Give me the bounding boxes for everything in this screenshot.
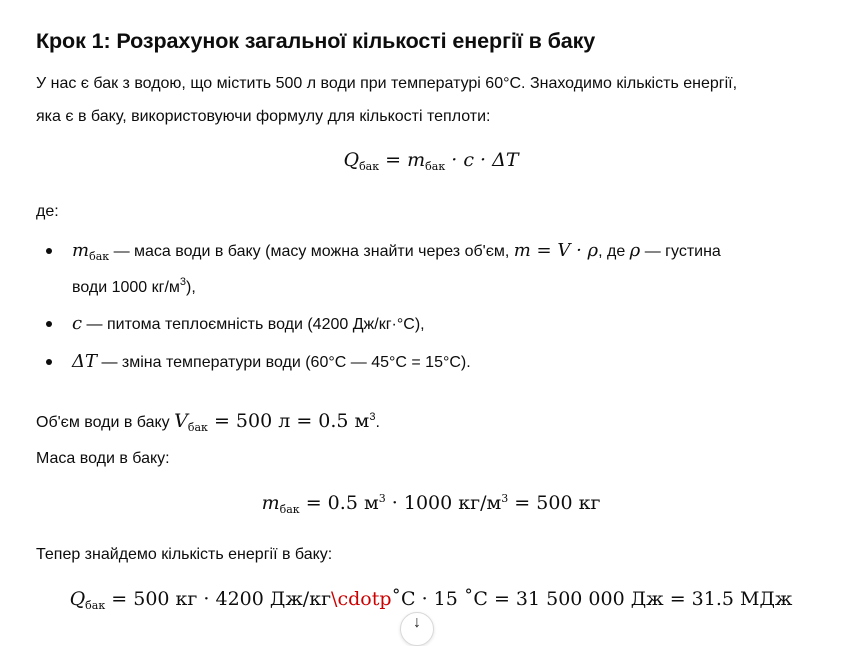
formula-m-subscript: бак [425, 160, 446, 173]
c-desc: — питома теплоємність води (4200 Дж/кг·°C), [82, 316, 425, 333]
volume-exponent: 3 [369, 411, 376, 423]
mass-formula-b: · 1000 кг/м [385, 492, 502, 514]
formula-q-symbol: Q [343, 149, 360, 171]
volume-end: . [375, 414, 380, 431]
formula-m-symbol: m [407, 149, 426, 171]
c-symbol: c [72, 313, 83, 334]
intro-line-2: яка є в баку, використовуючи формулу для кількості теплоти: [36, 108, 491, 125]
mass-formula-subscript: бак [279, 503, 300, 516]
mass-label: Маса води в баку: [36, 450, 170, 467]
volume-subscript: бак [187, 421, 208, 434]
where-label: де: [36, 203, 59, 220]
step-heading: Крок 1: Розрахунок загальної кількості енергії в баку [36, 29, 596, 53]
formula-equals: = [379, 149, 408, 171]
mass-formula-block [36, 492, 826, 516]
list-item-line-2 [72, 266, 196, 304]
density-exponent: 3 [179, 276, 187, 288]
mass-desc-b: , де [598, 243, 630, 260]
mass-formula-symbol: m [261, 492, 280, 514]
volume-line [36, 401, 380, 444]
density-end: ), [186, 279, 196, 296]
energy-formula-block [36, 588, 826, 612]
arrow-down-icon: ↓ [413, 614, 421, 631]
density-text: води 1000 кг/м [72, 279, 180, 296]
mass-desc-c: — густина [640, 243, 721, 260]
energy-q-subscript: бак [85, 599, 106, 612]
volume-symbol: V [174, 410, 188, 432]
formula-rest: · c · ΔT [445, 149, 519, 171]
delta-t-symbol: ΔT [72, 351, 98, 372]
formula-q-subscript: бак [359, 160, 380, 173]
intro-line-1: У нас є бак з водою, що містить 500 л води при температурі 60°C. Знаходимо кількість енергії, [36, 75, 738, 92]
mass-formula-a: = 0.5 м [299, 492, 379, 514]
mass-formula-exp1: 3 [378, 492, 386, 505]
delta-t-desc: — зміна температури води (60°C — 45°C = 15°C). [97, 354, 471, 371]
energy-q-symbol: Q [69, 588, 86, 610]
volume-text: Об'єм води в баку [36, 414, 175, 431]
volume-value: = 500 л = 0.5 м [207, 410, 370, 432]
list-item-text [72, 345, 471, 379]
energy-formula-b: ˚C · 15 ˚C = 31 500 000 Дж = 31.5 МДж [391, 588, 793, 610]
heat-formula [36, 149, 826, 173]
scroll-down-button[interactable] [400, 612, 434, 646]
mass-desc: — маса води в баку (масу можна знайти через об'єм, [109, 243, 514, 260]
mass-formula-c: = 500 кг [508, 492, 601, 514]
latex-error-text: \cdotp [331, 588, 392, 610]
mass-formula: m = V · ρ [513, 240, 599, 261]
energy-label: Тепер знайдемо кількість енергії в баку: [36, 546, 333, 563]
list-item-text [72, 307, 425, 341]
rho-symbol: ρ [629, 240, 641, 261]
mass-symbol: m [72, 240, 90, 261]
mass-formula-exp2: 3 [501, 492, 509, 505]
bullet-dot [46, 321, 52, 327]
mass-subscript: бак [89, 250, 110, 263]
bullet-dot [46, 359, 52, 365]
bullet-dot [46, 248, 52, 254]
energy-formula-a: = 500 кг · 4200 Дж/кг [105, 588, 332, 610]
